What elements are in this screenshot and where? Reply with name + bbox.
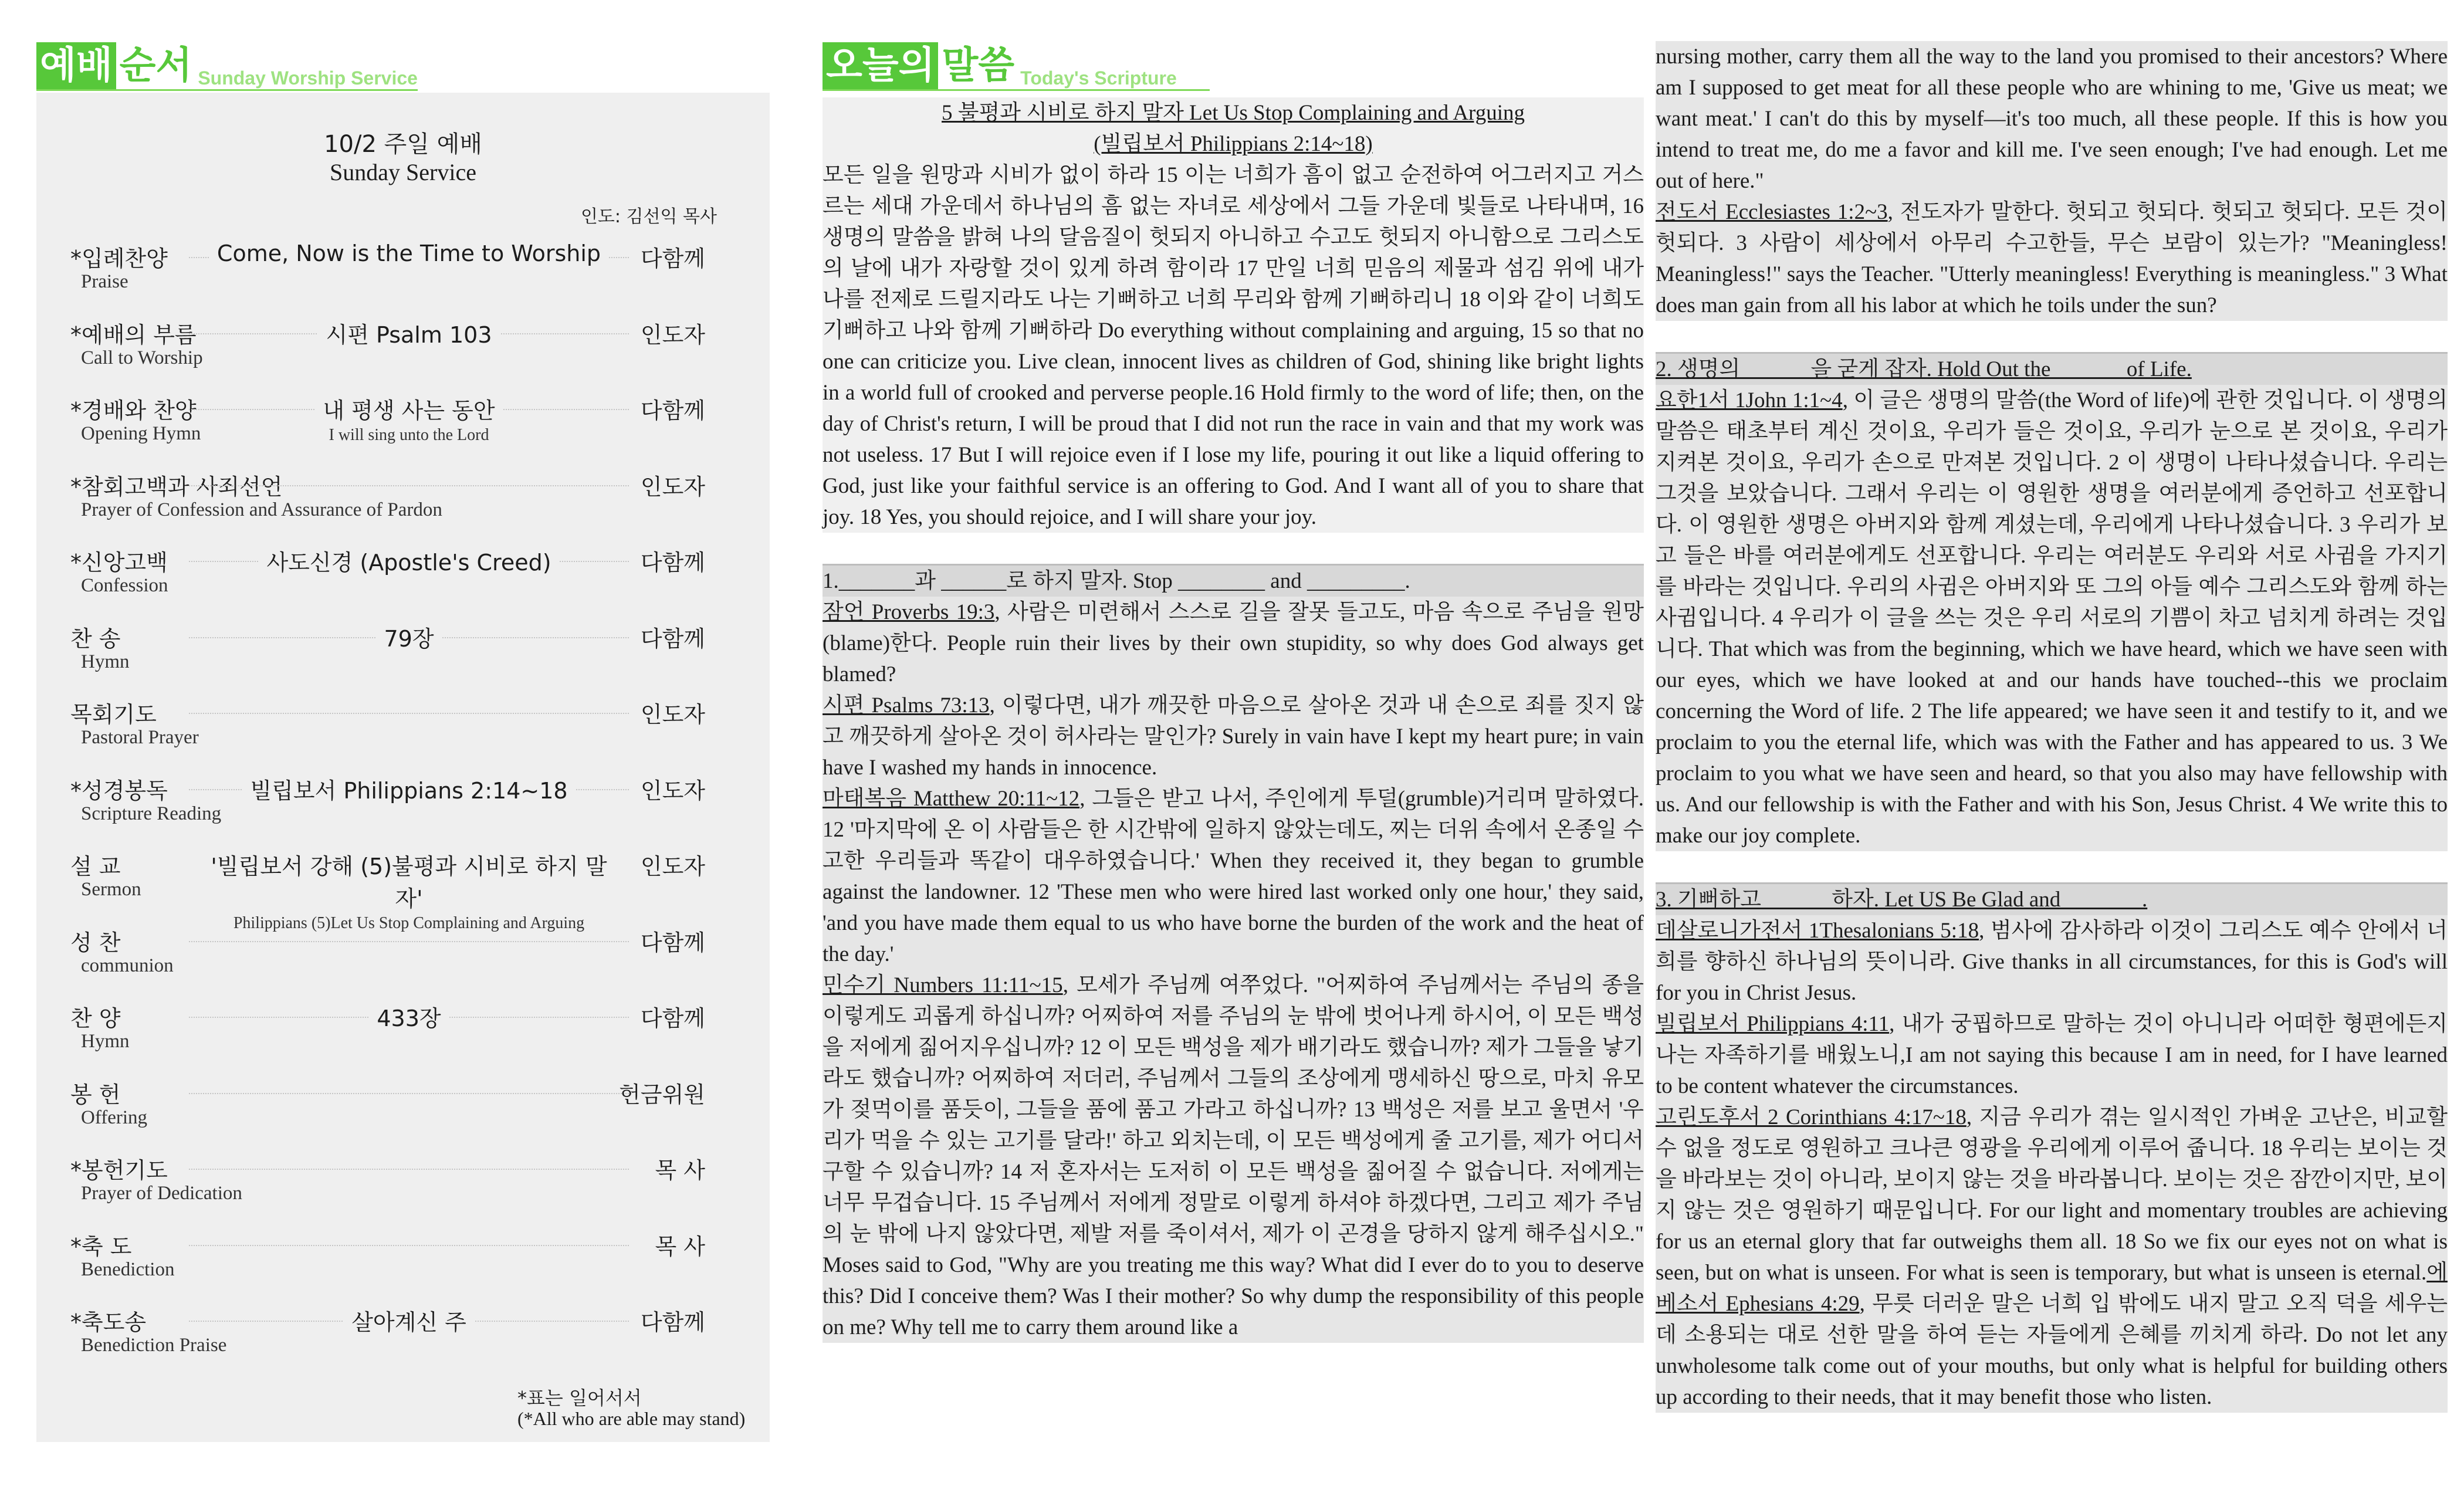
service-item-name-ko: 찬 송 — [70, 625, 121, 652]
service-item-performer: 다함께 — [640, 929, 705, 956]
passage-ref: 에베소서 Ephesians 4:29 — [1656, 1261, 2448, 1316]
service-item-content — [189, 317, 629, 349]
leader-dots — [189, 713, 629, 714]
service-item-performer: 다함께 — [640, 246, 705, 272]
passage-ref: 시편 Psalms 73:13 — [823, 693, 990, 717]
service-item-detail: 433장 — [368, 1000, 449, 1033]
service-item — [36, 392, 770, 463]
service-item-name-en: Opening Hymn — [81, 423, 201, 444]
service-item — [36, 696, 770, 767]
service-item-name-ko: *입례찬양 — [70, 246, 168, 272]
service-item — [36, 1000, 770, 1071]
service-item-name-ko: *봉헌기도 — [70, 1157, 168, 1183]
passage-text: , 모세가 주님께 여쭈었다. "어찌하여 주님께서는 주님의 종을 이렇게도 괴롭게 하십니까? 어찌하여 저를 주님의 눈 밖에 벗어나게 하시어, 이 모든 백성을 저에게 짊어지우십니까? 12 이 모든 백성을 제가 배기라도 했습니까? 제가 그들을 낳기라도 했습니까? 어찌하여 저더러, 주님께서 그들의 조상에게 맹세하신 땅으로, 마치 유모가 젖먹이를 품듯이, 그들을 품에 품고 가라고 하십니까? 13 백성은 저를 보고 울면서 '우리가 먹을 수 있는 고기를 달라!' 하고 외치는데, 이 모든 백성에게 줄 고기를, 제가 어디서 구할 수 있습니까? 14 저 혼자서는 도저히 이 모든 백성을 짊어질 수 없습니다. 저에게는 너무 무겁습니다. 15 주님께서 저에게 정말로 이렇게 하셔야 하겠다면, 그리고 제가 주님의 눈 밖에 나지 않았다면, 제발 저를 죽이셔서, 제가 이 곤경을 당하지 않게 해주십시오." Moses said to God, "Why are you treating me this way? What did I ever do to you to deserve this? Did I conceive them? Was I their mother? So why dump the responsibility of this people on me? Why tell me to carry them around like a — [823, 973, 1644, 1339]
service-item — [36, 773, 770, 843]
service-item-content — [189, 848, 629, 933]
passage-ref: 빌립보서 Philippians 4:11 — [1656, 1012, 1890, 1036]
point2-passage — [1656, 385, 2448, 851]
service-item-performer: 목 사 — [655, 1157, 705, 1183]
scripture-title-2: 말씀 — [942, 44, 1015, 87]
service-item-name-ko: 봉 헌 — [70, 1081, 121, 1108]
service-item-name-en: Benediction Praise — [81, 1335, 227, 1356]
service-item-performer: 목 사 — [655, 1233, 705, 1260]
service-leader: 인도: 김선익 목사 — [580, 207, 717, 227]
service-item-performer: 다함께 — [640, 1006, 705, 1031]
service-item-subtitle: I will sing unto the Lord — [329, 426, 489, 444]
point1-passage — [1656, 197, 2448, 321]
service-item — [36, 621, 770, 691]
service-item-performer: 다함께 — [640, 398, 705, 424]
service-item-performer: 헌금위원 — [619, 1081, 705, 1108]
service-item-detail: 79장 — [375, 621, 442, 653]
service-item-content — [189, 544, 629, 577]
service-item — [36, 1228, 770, 1299]
standing-note-ko: *표는 일어서서 — [517, 1387, 642, 1409]
service-item-name-ko: *예배의 부름 — [70, 321, 197, 348]
service-item-name-ko: *축도송 — [70, 1309, 147, 1335]
order-header-rule — [36, 89, 418, 91]
point3-passages — [1656, 915, 2448, 1413]
service-item — [36, 241, 770, 311]
service-item-name-ko: 찬 양 — [70, 1006, 121, 1031]
point1-heading: 1._______과 ______로 하지 말자. Stop ________ and _________. — [823, 564, 1644, 597]
service-item-performer: 다함께 — [640, 1309, 705, 1335]
service-item-detail: 시편 Psalm 103 — [317, 317, 500, 349]
service-item — [36, 925, 770, 995]
service-item — [36, 544, 770, 615]
service-item-performer: 인도자 — [640, 702, 705, 727]
point3-passage — [1656, 1102, 2448, 1413]
scripture-title-1: 오늘의 — [823, 42, 938, 89]
order-title-2: 순서 — [119, 44, 192, 87]
sermon-title-line1: 5 불평과 시비로 하지 말자 Let Us Stop Complaining and Arguing — [942, 101, 1525, 125]
service-item-name-ko: 목회기도 — [70, 702, 157, 727]
scripture-column-middle — [823, 97, 1644, 1343]
service-item-content — [189, 773, 629, 805]
passage-text: , 사람은 미련해서 스스로 길을 잘못 들고도, 마음 속으로 주님을 원망(blame)한다. People ruin their lives by their own stupidity, so why does God always get blamed? — [823, 600, 1644, 686]
point1-passage — [823, 690, 1644, 783]
passage-text: , 그들은 받고 나서, 주인에게 투덜(grumble)거리며 말하였다. 12 '마지막에 온 이 사람들은 한 시간밖에 일하지 않았는데도, 찌는 더위 속에서 온종일 수고한 우리들과 똑같이 대우하였습니다.' When they received it, they began to grumble against the landowner. 12 'These men who were hired last worked only one hour,' they said, 'and you have made them equal to us who have borne the burden of the work and the heat of the day.' — [823, 787, 1644, 966]
service-item-detail: '빌립보서 강해 (5)불평과 시비로 하지 말자' — [189, 848, 629, 913]
point1-continued — [1656, 41, 2448, 321]
service-item-performer: 다함께 — [640, 625, 705, 652]
service-item-name-en: Pastoral Prayer — [81, 727, 199, 748]
scripture-column-right — [1656, 41, 2448, 1413]
passage-text: , 지금 우리가 겪는 일시적인 가벼운 고난은, 비교할 수 없을 정도로 영원하고 크나큰 영광을 우리에게 이루어 줍니다. 18 우리는 보이는 것을 바라보는 것이 아니라, 보이지 않는 것을 바라봅니다. 보이는 것은 잠깐이지만, 보이지 않는 것은 영원하기 때문입니다. For our light and momentary troubles are achieving for us an eternal glory that far outweighs them all. 18 So we fix our eyes not on what is seen, but on what is unseen. For what is seen is temporary, but what is unseen is eternal. — [1656, 1105, 2448, 1285]
service-item-name-en: Prayer of Confession and Assurance of Pardon — [81, 499, 442, 520]
service-item-name-en: Confession — [81, 575, 168, 596]
service-item-detail: Come, Now is the Time to Worship — [209, 241, 609, 266]
service-item-name-ko: *축 도 — [70, 1233, 132, 1260]
service-item — [36, 469, 770, 539]
order-of-service-panel — [36, 93, 770, 1442]
passage-text: , 범사에 감사하라 이것이 그리스도 예수 안에서 너희를 향하신 하나님의 뜻이니라. Give thanks in all circumstances, for this is God's will for you in Christ Jesus. — [1656, 919, 2448, 1005]
service-item-name-en: Praise — [81, 271, 128, 292]
service-item — [36, 1304, 770, 1375]
passage-text: , 전도자가 말한다. 헛되고 헛되다. 헛되고 헛되다. 모든 것이 헛되다. 3 사람이 세상에서 아무리 수고한들, 무슨 보람이 있는가? "Meaningless! Meaningless!" says the Teacher. "Utterly meaningless! Everything is meaningless." 3 What does man gain from all his labor at which he toils under the sun? — [1656, 200, 2448, 317]
passage-text: , 무릇 더러운 말은 너희 입 밖에도 내지 말고 오직 덕을 세우는 데 소용되는 대로 선한 말을 하여 듣는 자들에게 은혜를 끼치게 하라. Do not let any unwholesome talk come out of your mouths, but only what is helpful for building others up according to their needs, that it may benefit those who listen. — [1656, 1292, 2448, 1409]
service-item-performer: 인도자 — [640, 854, 705, 879]
scripture-header-rule — [823, 89, 1210, 91]
leader-dots — [189, 485, 629, 486]
sermon-title-line2: (빌립보서 Philippians 2:14~18) — [1094, 132, 1373, 156]
service-item-name-ko: *신앙고백 — [70, 550, 168, 576]
leader-dots — [189, 1093, 629, 1094]
service-item-performer: 인도자 — [640, 473, 705, 500]
order-header — [36, 42, 418, 89]
sermon-passage-text: 모든 일을 원망과 시비가 없이 하라 15 이는 너희가 흠이 없고 순전하여 어그러지고 거스르는 세대 가운데서 하나님의 흠 없는 자녀로 세상에서 그들 가운데 빛들로 나타내며, 16 생명의 말씀을 밝혀 나의 달음질이 헛되지 아니하고 수고도 헛되지 아니함으로 그리스도의 날에 내가 자랑할 것이 있게 하려 함이라 17 만일 너희 믿음의 제물과 섬김 위에 내가 나를 전제로 드릴지라도 나는 기뻐하고 너희 무리와 함께 기뻐하리니 18 이와 같이 너희도 기뻐하고 나와 함께 기뻐하라 Do everything without complaining and arguing, 15 so that no one can criticize you. Live clean, innocent lives as children of God, shining like bright lights in a world full of crooked and perverse people.16 Hold firmly to the word of life; then, on the day of Christ's return, I will be proud that I did not run the race in vain and that my work was not useless. 17 But I will rejoice even if I lose my life, pouring it out like a liquid offering to God, just like your faithful service is an offering to God. And I want all of you to share that joy. 18 Yes, you should rejoice, and I will share your joy. — [823, 163, 1644, 529]
service-item-performer: 인도자 — [640, 777, 705, 804]
passage-text: , 내가 궁핍하므로 말하는 것이 아니니라 어떠한 형편에든지 나는 자족하기를 배웠노니,I am not saying this because I am in need, for I have learned to be content whatever the circumstances. — [1656, 1012, 2448, 1098]
passage-ref: 전도서 Ecclesiastes 1:2~3 — [1656, 200, 1888, 224]
point3-passage — [1656, 1008, 2448, 1102]
service-item-detail: 내 평생 사는 동안 — [314, 392, 503, 425]
service-item-performer: 다함께 — [640, 550, 705, 576]
leader-dots — [189, 1169, 629, 1170]
service-item-content — [189, 1304, 629, 1336]
service-item-detail: 사도신경 (Apostle's Creed) — [258, 544, 559, 577]
passage-ref: 요한1서 1John 1:1~4 — [1656, 388, 1843, 412]
service-item-name-en: Hymn — [81, 1031, 130, 1052]
service-item-name-en: Call to Worship — [81, 347, 203, 368]
service-item-performer: 인도자 — [640, 321, 705, 348]
service-item-name-en: Sermon — [81, 879, 141, 900]
service-item-name-en: Benediction — [81, 1258, 175, 1280]
point1-passage — [823, 597, 1644, 690]
service-item-content — [189, 392, 629, 445]
scripture-subtitle: Today's Scripture — [1020, 67, 1177, 89]
sermon-passage-block — [823, 97, 1644, 533]
service-item-name-ko: *참회고백과 사죄선언 — [70, 473, 283, 500]
point1-passage — [823, 783, 1644, 970]
service-item — [36, 1152, 770, 1223]
service-item-name-en: communion — [81, 955, 174, 976]
standing-note-en: (*All who are able may stand) — [517, 1408, 746, 1429]
passage-ref: 고린도후서 2 Corinthians 4:17~18 — [1656, 1105, 1967, 1129]
passage-text: , 이 글은 생명의 말씀(the Word of life)에 관한 것입니다. 이 생명의 말씀은 태초부터 계신 것이요, 우리가 들은 것이요, 우리가 눈으로 본 것이요, 우리가 지켜본 것이요, 우리가 손으로 만져본 것입니다. 2 이 생명이 나타나셨습니다. 우리는 그것을 보았습니다. 그래서 우리는 이 영원한 생명을 여러분에게 증언하고 선포합니다. 이 영원한 생명은 아버지와 함께 계셨는데, 우리에게 나타나셨습니다. 3 우리가 보고 들은 바를 여러분에게도 선포합니다. 우리는 여러분도 우리와 서로 사귐을 가지기를 바라는 것입니다. 우리의 사귐은 아버지와 또 그의 아들 예수 그리스도와 함께 하는 사귐입니다. 4 우리가 이 글을 쓰는 것은 우리 서로의 기쁨이 차고 넘치게 하려는 것입니다. That which was from the beginning, which we have heard, which we have seen with our eyes, which we have looked at and our hands have touched--this we proclaim concerning the Word of life. 2 The life appeared; we have seen it and testify to it, and we proclaim to you the eternal life, which was with the Father and has appeared to us. 3 We proclaim to you what we have seen and heard, so that you also may have fellowship with us. And our fellowship is with the Father and with his Son, Jesus Christ. 4 We write this to make our joy complete. — [1656, 388, 2448, 848]
point2-heading: 2. 생명의 ______을 굳게 잡자. Hold Out the ______ of Life. — [1656, 352, 2448, 385]
service-item — [36, 848, 770, 932]
service-item-name-en: Scripture Reading — [81, 803, 222, 824]
numbers-continued-text: nursing mother, carry them all the way to the land you promised to their ancestors? Where am I supposed to get meat for all these people who are whining to me, 'Give us meat; we want meat.' I can't do this by myself—it's too much, all these people. If this is how you intend to treat me, do me a favor and kill me. I've seen enough; I've had enough. Let me out of here." — [1656, 45, 2448, 193]
service-item — [36, 317, 770, 387]
service-item-name-en: Prayer of Dedication — [81, 1183, 242, 1204]
service-item-content — [189, 621, 629, 653]
service-item-name-en: Hymn — [81, 651, 130, 672]
service-item-subtitle: Philippians (5)Let Us Stop Complaining and Arguing — [233, 914, 585, 932]
service-item-content — [189, 1000, 629, 1033]
passage-ref: 잠언 Proverbs 19:3 — [823, 600, 995, 624]
leader-dots — [189, 1245, 629, 1246]
passage-ref: 마태복음 Matthew 20:11~12 — [823, 787, 1080, 811]
service-item-content — [189, 241, 629, 266]
service-item-detail: 살아계신 주 — [343, 1304, 475, 1336]
point3-passage — [1656, 915, 2448, 1008]
scripture-header — [823, 42, 1177, 89]
service-item-name-ko: 설 교 — [70, 854, 121, 879]
leader-dots — [189, 941, 629, 942]
point2-passages — [1656, 385, 2448, 851]
passage-text: , 이렇다면, 내가 깨끗한 마음으로 살아온 것과 내 손으로 죄를 짓지 않고 깨끗하게 살아온 것이 허사라는 말인가? Surely in vain have I kept my heart pure; in vain have I washed my hands in innocence. — [823, 693, 1644, 780]
service-item-name-ko: *경배와 찬양 — [70, 398, 197, 424]
service-item-detail: 빌립보서 Philippians 2:14~18 — [242, 773, 576, 805]
service-item — [36, 1077, 770, 1147]
service-item-name-ko: 성 찬 — [70, 929, 121, 956]
service-title-en: Sunday Service — [330, 159, 476, 185]
service-item-name-en: Offering — [81, 1106, 148, 1128]
point3-heading: 3. 기뻐하고 ______하자. Let US Be Glad and _______. — [1656, 882, 2448, 915]
service-date-title: 10/2 주일 예배 — [324, 131, 482, 158]
order-subtitle: Sunday Worship Service — [198, 67, 418, 89]
passage-ref: 민수기 Numbers 11:11~15 — [823, 973, 1063, 997]
service-item-name-ko: *성경봉독 — [70, 777, 168, 804]
order-title-1: 예배 — [36, 42, 116, 89]
passage-ref: 데살로니가전서 1Thesalonians 5:18 — [1656, 919, 1979, 943]
point1-passages — [823, 597, 1644, 1343]
point1-passage — [823, 970, 1644, 1343]
